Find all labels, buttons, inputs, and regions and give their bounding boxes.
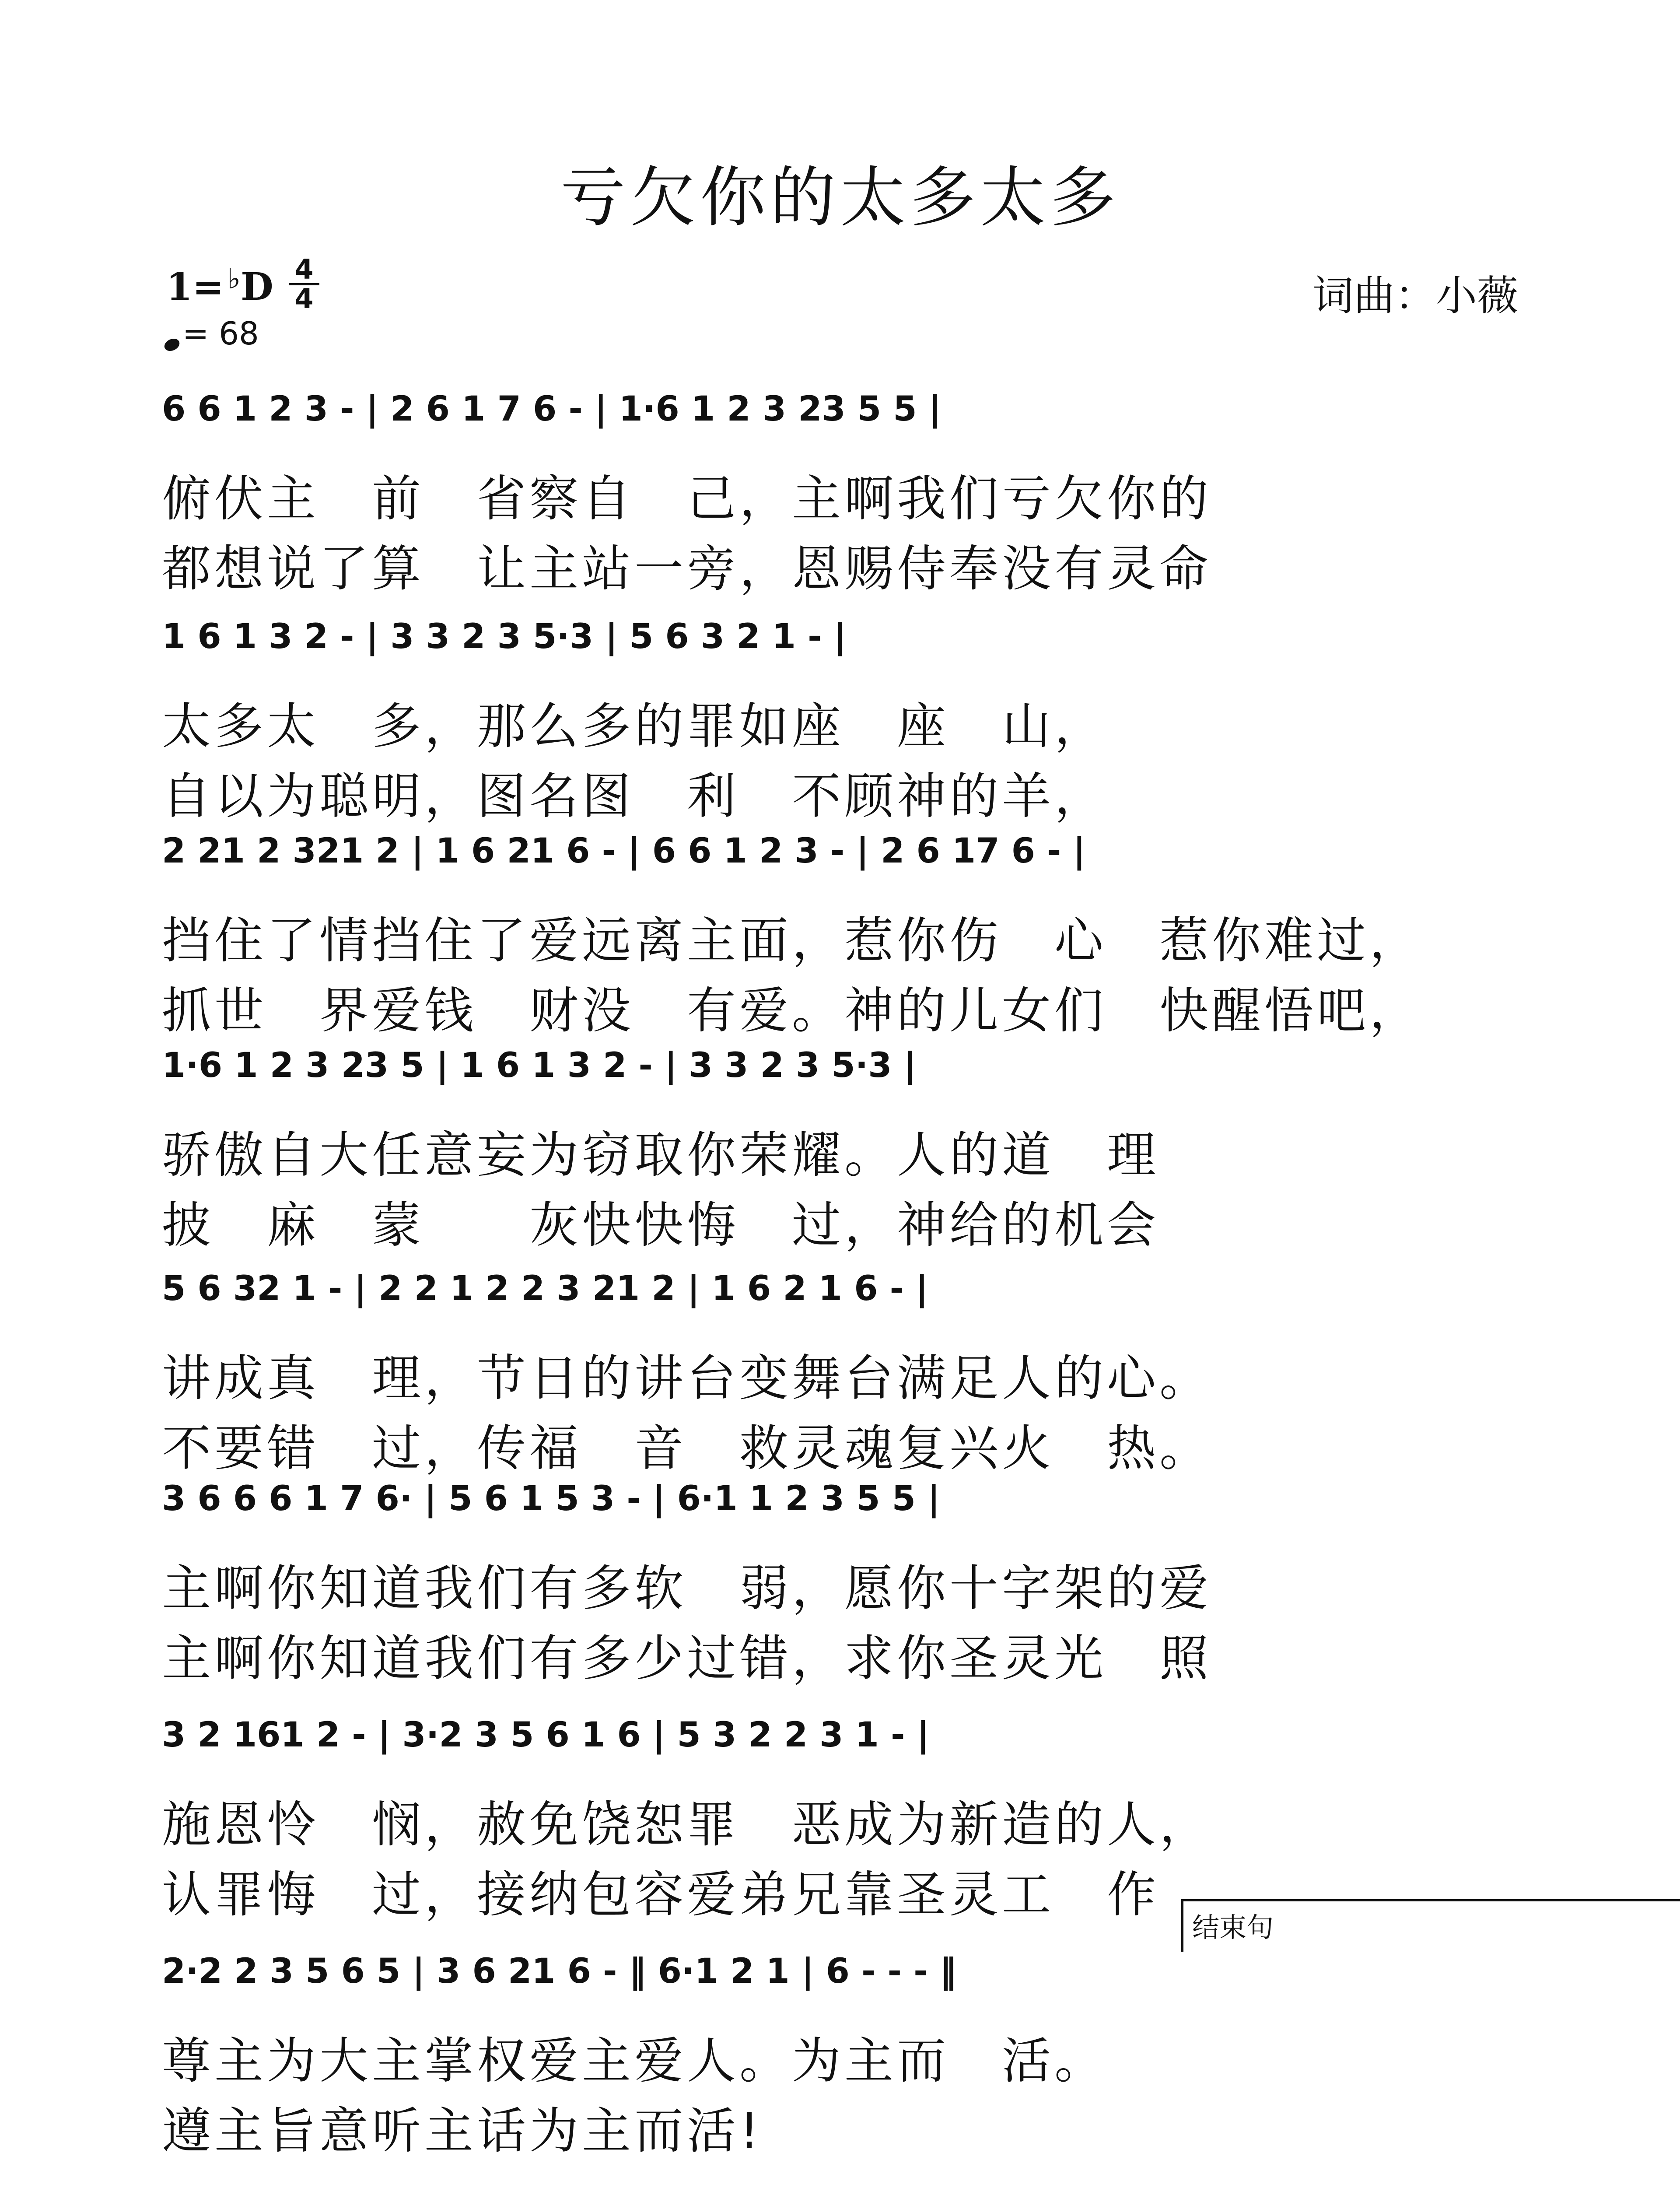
notation-line: 2 21 2 321 2 | 1 6 21 6 - | 6 6 1 2 3 - | 2 6 17 6 - | (162, 831, 1086, 871)
lyric-verse-1: 骄傲自大任意妄为窃取你荣耀。人的道 理 (162, 1127, 1159, 1184)
meter-bottom: 4 (294, 283, 314, 315)
lyric-verse-1: 讲成真 理，节日的讲台变舞台满足人的心。 (162, 1350, 1212, 1407)
lyric-verse-2: 抓世 界爱钱 财没 有爱。神的儿女们 快醒悟吧， (162, 982, 1422, 1039)
quarter-note-icon (162, 337, 182, 354)
flat-icon: ♭ (227, 263, 241, 295)
lyric-verse-2: 主啊你知道我们有多少过错，求你圣灵光 照 (162, 1630, 1212, 1687)
time-signature (289, 253, 319, 315)
key-prefix: 1= (166, 265, 224, 309)
composer-credit: 词曲：小薇 (1312, 272, 1518, 320)
lyric-verse-1: 太多太 多，那么多的罪如座 座 山， (162, 698, 1107, 755)
notation-line: 5 6 32 1 - | 2 2 1 2 2 3 21 2 | 1 6 2 1 6 - | (162, 1269, 928, 1308)
tempo-marking (164, 315, 259, 352)
lyric-verse-2: 披 麻 蒙 灰快快悔 过，神给的机会 (162, 1197, 1159, 1254)
notation-line: 1 6 1 3 2 - | 3 3 2 3 5·3 | 5 6 3 2 1 - | (162, 617, 847, 656)
lyric-verse-1: 施恩怜 悯，赦免饶恕罪 恶成为新造的人， (162, 1796, 1212, 1853)
lyric-verse-2: 不要错 过，传福 音 救灵魂复兴火 热。 (162, 1420, 1212, 1477)
notation-line: 3 6 6 6 1 7 6· | 5 6 1 5 3 - | 6·1 1 2 3 5 5 | (162, 1479, 940, 1518)
ending-bracket (1181, 1899, 1680, 1952)
song-title: 亏欠你的太多太多 (560, 160, 1120, 236)
meter-top: 4 (289, 256, 319, 285)
ending-label: 结束句 (1192, 1911, 1274, 1943)
notation-line: 1·6 1 2 3 23 5 | 1 6 1 3 2 - | 3 3 2 3 5·3 | (162, 1046, 917, 1085)
lyric-verse-2: 遵主旨意听主话为主而活! (162, 2103, 763, 2160)
lyric-verse-1: 挡住了情挡住了爱远离主面，惹你伤 心 惹你难过， (162, 912, 1422, 969)
notation-line: 2·2 2 3 5 6 5 | 3 6 21 6 - ‖ 6·1 2 1 | 6 - - - ‖ (162, 1952, 957, 1991)
tempo-value: = 68 (182, 315, 259, 352)
key-signature (166, 263, 273, 309)
lyric-verse-1: 俯伏主 前 省察自 己，主啊我们亏欠你的 (162, 470, 1212, 527)
lyric-verse-1: 尊主为大主掌权爱主爱人。为主而 活。 (162, 2033, 1107, 2090)
lyric-verse-1: 主啊你知道我们有多软 弱，愿你十字架的爱 (162, 1560, 1212, 1617)
notation-line: 6 6 1 2 3 - | 2 6 1 7 6 - | 1·6 1 2 3 23 5 5 | (162, 389, 942, 429)
lyric-verse-2: 认罪悔 过，接纳包容爱弟兄靠圣灵工 作 (162, 1866, 1159, 1923)
key-note: D (241, 265, 273, 309)
notation-line: 3 2 161 2 - | 3·2 3 5 6 1 6 | 5 3 2 2 3 1 - | (162, 1715, 930, 1755)
lyric-verse-2: 都想说了算 让主站一旁，恩赐侍奉没有灵命 (162, 540, 1212, 597)
lyric-verse-2: 自以为聪明，图名图 利 不顾神的羊， (162, 768, 1107, 825)
